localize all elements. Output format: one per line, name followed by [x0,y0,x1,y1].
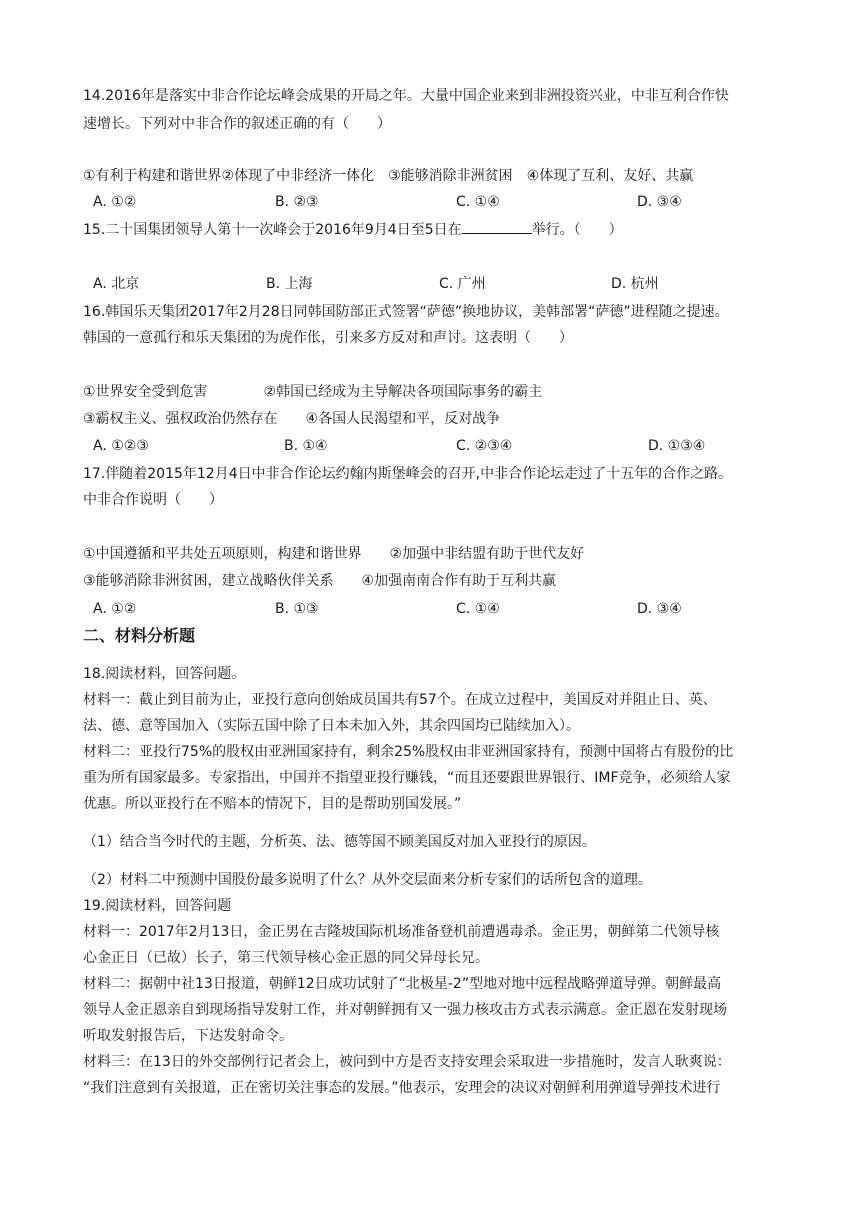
q15-option-c[interactable]: C. 广州 [439,276,486,292]
q19-material2-line2: 领导人金正恩亲自到现场指导发射工作，并对朝鲜拥有又一强力核攻击方式表示满意。金正恩在发射现场 [83,1002,727,1018]
q19-material2-line3: 听取发射报告后，下达发射命令。 [83,1028,293,1044]
q14-option-a[interactable]: A. ①② [93,194,137,210]
q18-subquestion-1: （1）结合当今时代的主题，分析英、法、德等国不顾美国反对加入亚投行的原因。 [83,834,596,850]
q16-option-d[interactable]: D. ①③④ [648,438,706,454]
q19-material1-line2: 心金正日（已故）长子，第三代领导核心金正恩的同父异母长兄。 [83,950,489,966]
q14-option-b[interactable]: B. ②③ [275,194,319,210]
q18-material1-line2: 法、德、意等国加入（实际五国中除了日本未加入外，其余四国均已陆续加入）。 [83,718,580,734]
q16-stem-line1: 16.韩国乐天集团2017年2月28日同韩国防部正式签署“萨德”换地协议，美韩部署“萨德”进程随之提速。 [83,304,729,320]
q17-stem-line1: 17.伴随着2015年12月4日中非合作论坛约翰内斯堡峰会的召开,中非合作论坛走过了十五年的合作之路。 [83,466,733,482]
q16-stem-line2: 韩国的一意孤行和乐天集团的为虎作伥，引来多方反对和声讨。这表明（ ） [83,330,573,346]
q18-material2-line2: 重为所有国家最多。专家指出，中国并不指望亚投行赚钱，“而且还要跟世界银行、IMF竞争，必须给人家 [83,770,731,786]
q16-option-c[interactable]: C. ②③④ [456,438,513,454]
q19-material3-line1: 材料三：在13日的外交部例行记者会上，被问到中方是否支持安理会采取进一步措施时，发言人耿爽说： [83,1054,731,1070]
q15-stem [83,219,783,240]
q17-option-d[interactable]: D. ③④ [637,601,682,617]
q19-material2-line1: 材料二：据朝中社13日报道，朝鲜12日成功试射了“北极星-2”型地对地中远程战略弹道导弹。朝鲜最高 [83,976,722,992]
q17-stem-line2: 中非合作说明（ ） [83,492,223,508]
q19-material1-line1: 材料一：2017年2月13日，金正男在吉隆坡国际机场准备登机前遭遇毒杀。金正男，朝鲜第二代领导核 [83,924,720,940]
q18-prompt: 18.阅读材料，回答问题。 [83,666,246,682]
q15-fill-blank[interactable] [462,219,532,234]
q14-option-c[interactable]: C. ①④ [456,194,500,210]
q17-statements-line1: ①中国遵循和平共处五项原则，构建和谐世界 ②加强中非结盟有助于世代友好 [83,546,585,562]
q17-statements-line2: ③能够消除非洲贫困，建立战略伙伴关系 ④加强南南合作有助于互利共赢 [83,573,557,589]
q15-option-a[interactable]: A. 北京 [93,276,140,292]
q15-stem-before: 15.二十国集团领导人第十一次峰会于2016年9月4日至5日在 [83,222,462,238]
q16-statements-line2: ③霸权主义、强权政治仍然存在 ④各国人民渴望和平，反对战争 [83,411,501,427]
q14-stem-line1: 14.2016年是落实中非合作论坛峰会成果的开局之年。大量中国企业来到非洲投资兴业，中非互利合作快 [83,88,729,104]
q16-option-b[interactable]: B. ①④ [284,438,328,454]
q18-material2-line3: 优惠。所以亚投行在不赔本的情况下，目的是帮助别国发展。” [83,796,462,812]
q18-subquestion-2: （2）材料二中预测中国股份最多说明了什么？从外交层面来分析专家们的话所包含的道理。 [83,872,652,888]
q14-option-d[interactable]: D. ③④ [637,194,682,210]
q14-statements: ①有利于构建和谐世界②体现了中非经济一体化 ③能够消除非洲贫困 ④体现了互利、友好、共赢 [83,168,694,184]
q15-option-b[interactable]: B. 上海 [266,276,313,292]
section-heading: 二、材料分析题 [83,626,196,645]
q18-material1-line1: 材料一：截止到目前为止，亚投行意向创始成员国共有57个。在成立过程中，美国反对并阻止日、英、 [83,692,717,708]
q17-option-a[interactable]: A. ①② [93,601,137,617]
q19-prompt: 19.阅读材料，回答问题 [83,898,232,914]
q18-material2-line1: 材料二：亚投行75%的股权由亚洲国家持有，剩余25%股权由非亚洲国家持有，预测中国将占有股份的比 [83,744,734,760]
q16-option-a[interactable]: A. ①②③ [93,438,149,454]
q15-option-d[interactable]: D. 杭州 [611,276,659,292]
q17-option-b[interactable]: B. ①③ [275,601,319,617]
q19-material3-line2: “我们注意到有关报道，正在密切关注事态的发展。”他表示，安理会的决议对朝鲜利用弹道导弹技术进行 [83,1080,721,1096]
q16-statements-line1: ①世界安全受到危害 ②韩国已经成为主导解决各项国际事务的霸主 [83,384,543,400]
q15-stem-after: 举行。（ ） [531,222,623,238]
q17-option-c[interactable]: C. ①④ [456,601,500,617]
q14-stem-line2: 速增长。下列对中非合作的叙述正确的有（ ） [83,116,391,132]
